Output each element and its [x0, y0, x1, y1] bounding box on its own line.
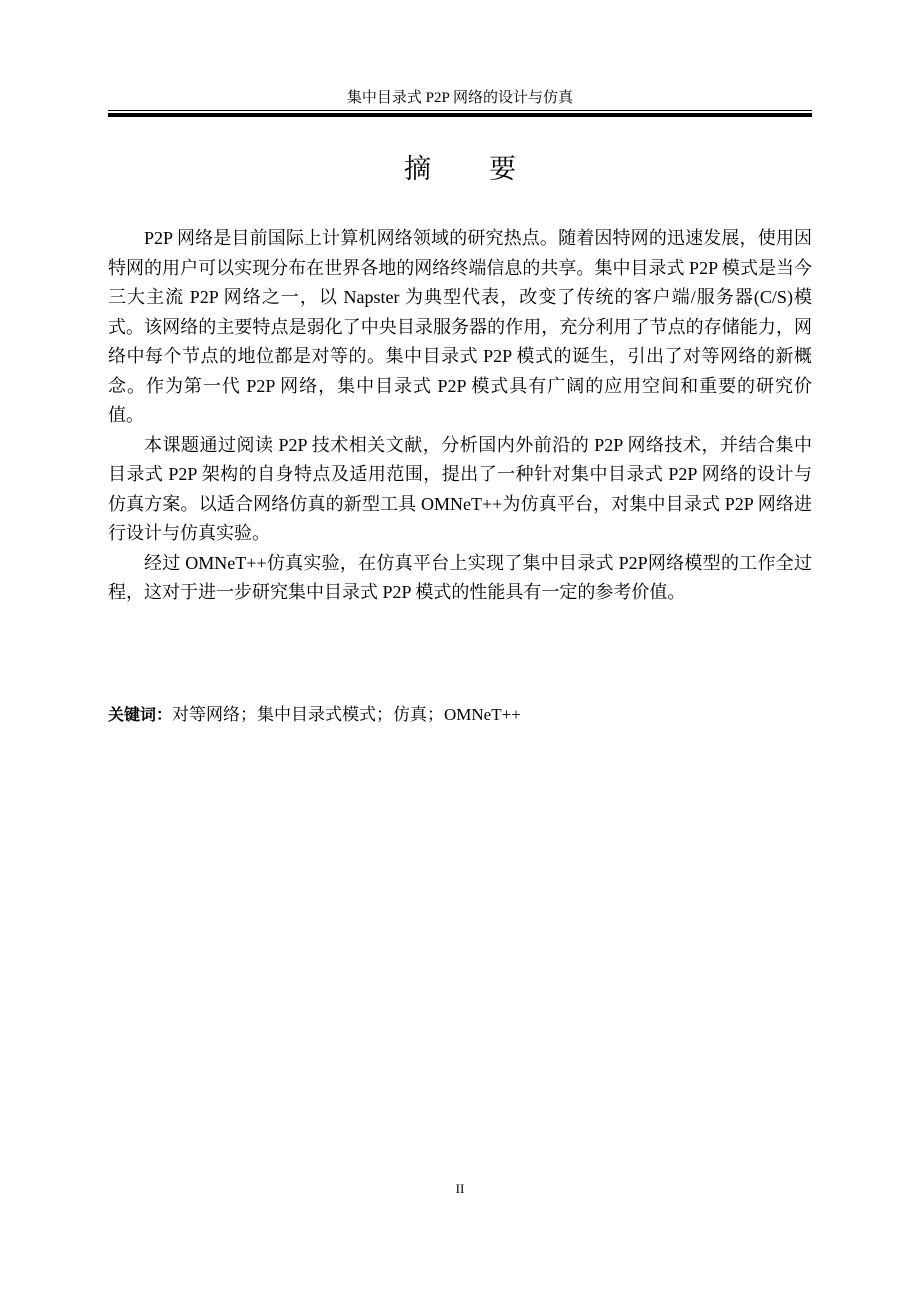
keywords-label: 关键词： — [108, 705, 173, 724]
running-header: 集中目录式 P2P 网络的设计与仿真 — [346, 90, 574, 106]
page-number: II — [455, 1181, 465, 1196]
abstract-body — [108, 224, 812, 608]
abstract-paragraph-1: P2P 网络是目前国际上计算机网络领域的研究热点。随着因特网的迅速发展，使用因特网的用户可以实现分布在世界各地的网络终端信息的共享。集中目录式 P2P 模式是当今三大主流 P2P 网络之一，以 Napster 为典型代表，改变了传统的客户端/服务器(C/S)模式。该网络的主要特点是弱化了中央目录服务器的作用，充分利用了节点的存储能力，网络中每个节点的地位都是对等的。集中目录式 P2P 模式的诞生，引出了对等网络的新概念。作为第一代 P2P 网络，集中目录式 P2P 模式具有广阔的应用空间和重要的研究价值。 — [108, 228, 812, 425]
keywords-text: 对等网络；集中目录式模式；仿真；OMNeT++ — [172, 705, 521, 724]
abstract-title: 摘要 — [404, 154, 574, 185]
abstract-paragraph-2: 本课题通过阅读 P2P 技术相关文献，分析国内外前沿的 P2P 网络技术，并结合集中目录式 P2P 架构的自身特点及适用范围，提出了一种针对集中目录式 P2P 网络的设计与仿真方案。以适合网络仿真的新型工具 OMNeT++为仿真平台，对集中目录式 P2P 网络进行设计与仿真实验。 — [108, 434, 812, 543]
header-rule-thin — [108, 110, 812, 111]
header-rule-thick — [108, 113, 812, 117]
keywords-line — [108, 702, 812, 728]
abstract-paragraph-3: 经过 OMNeT++仿真实验，在仿真平台上实现了集中目录式 P2P网络模型的工作全过程，这对于进一步研究集中目录式 P2P 模式的性能具有一定的参考价值。 — [108, 552, 812, 602]
